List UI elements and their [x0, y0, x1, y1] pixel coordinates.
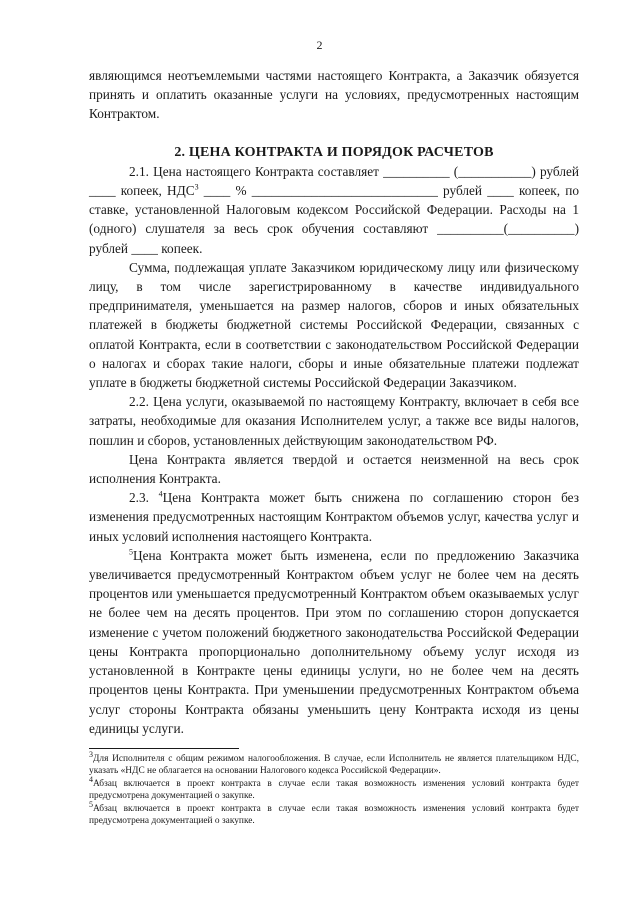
clause-price-change-text: Цена Контракта может быть изменена, если по предложению Заказчика увеличивается предусмотренный Контрактом объем услуг не более чем на десять процентов или уменьшается предусмотренный Контрактом объем оказываемых услуг не более чем на десять процентов. При этом по соглашению сторон допускается изменение с учетом положений бюджетного законодательства Российской Федерации цены Контракта пропорционально дополнительному объему услуг исходя из установленной в Контракте цены единицы услуги, но не более чем на десять процентов цены Контракта. При уменьшении предусмотренных Контрактом объема услуг стороны Контракта обязаны уменьшить цену Контракта исходя из цены единицы услуги.: [89, 547, 579, 736]
clause-fixed-price: Цена Контракта является твердой и остается неизменной на весь срок исполнения Контракта.: [89, 451, 579, 487]
footnotes: [89, 748, 579, 828]
clause-2-1-text-a: 2.1. Цена настоящего Контракта составляет __________ (___________) рублей ____ копеек, НДС: [89, 163, 579, 199]
footnote-mark-3: 3: [89, 749, 93, 759]
clause-2-1: [89, 162, 579, 258]
footnote-divider: [89, 748, 239, 749]
clause-2-3-text: Цена Контракта может быть снижена по соглашению сторон без изменения предусмотренных настоящим Контрактом объемов услуг, качества услуг и иных условий исполнения настоящего Контракта.: [89, 490, 579, 544]
footnote-3: [89, 749, 579, 777]
footnote-ref-3: 3: [194, 182, 199, 192]
section-title: 2. ЦЕНА КОНТРАКТА И ПОРЯДОК РАСЧЕТОВ: [174, 144, 494, 160]
clause-2-1-text-b: ____ % ____________________________ рублей ____ копеек, по ставке, установленной Налоговым кодексом Российской Федерации. Расходы на 1 (одного) слушателя за весь срок обучения составляют __________(__________) рублей ____ копеек.: [89, 183, 579, 256]
document-body: [89, 66, 579, 738]
clause-price-change: [89, 546, 579, 738]
footnote-ref-5: 5: [129, 547, 133, 557]
footnote-3-text: Для Исполнителя с общим режимом налогообложения. В случае, если Исполнитель не является плательщиком НДС, указать «НДС не облагается на основании Налогового кодекса Российской Федерации».: [89, 754, 579, 776]
clause-2-2: 2.2. Цена услуги, оказываемой по настоящему Контракту, включает в себя все затраты, необходимые для оказания Исполнителем услуг, а также все виды налогов, пошлин и сборов, установленных действующим законодательством РФ.: [89, 394, 579, 448]
clause-sum-paragraph: Сумма, подлежащая уплате Заказчиком юридическому лицу или физическому лицу, в том числе зарегистрированному в качестве индивидуального предпринимателя, уменьшается на размер налогов, сборов и иных обязательных платежей в бюджеты бюджетной системы Российской Федерации, связанных с оплатой Контракта, если в соответствии с законодательством Российской Федерации о налогах и сборах такие налоги, сборы и иные обязательные платежи подлежат уплате в бюджеты бюджетной системы Российской Федерации Заказчиком.: [89, 259, 579, 391]
footnote-ref-4: 4: [158, 489, 163, 499]
footnote-mark-4: 4: [89, 774, 93, 784]
page-number: 2: [316, 38, 323, 52]
clause-2-3: [89, 488, 579, 546]
footnote-4-text: Абзац включается в проект контракта в случае если такая возможность изменения условий контракта будет предусмотрена документацией о закупке.: [89, 779, 579, 801]
intro-paragraph: являющимся неотъемлемыми частями настоящего Контракта, а Заказчик обязуется принять и оплатить оказанные услуги на условиях, предусмотренных настоящим Контрактом.: [89, 68, 579, 122]
footnote-5-text: Абзац включается в проект контракта в случае если такая возможность изменения условий контракта будет предусмотрена документацией о закупке.: [89, 804, 579, 826]
clause-2-3-number: 2.3.: [129, 490, 159, 506]
footnote-5: [89, 799, 579, 827]
footnote-4: [89, 774, 579, 802]
footnote-mark-5: 5: [89, 799, 93, 809]
